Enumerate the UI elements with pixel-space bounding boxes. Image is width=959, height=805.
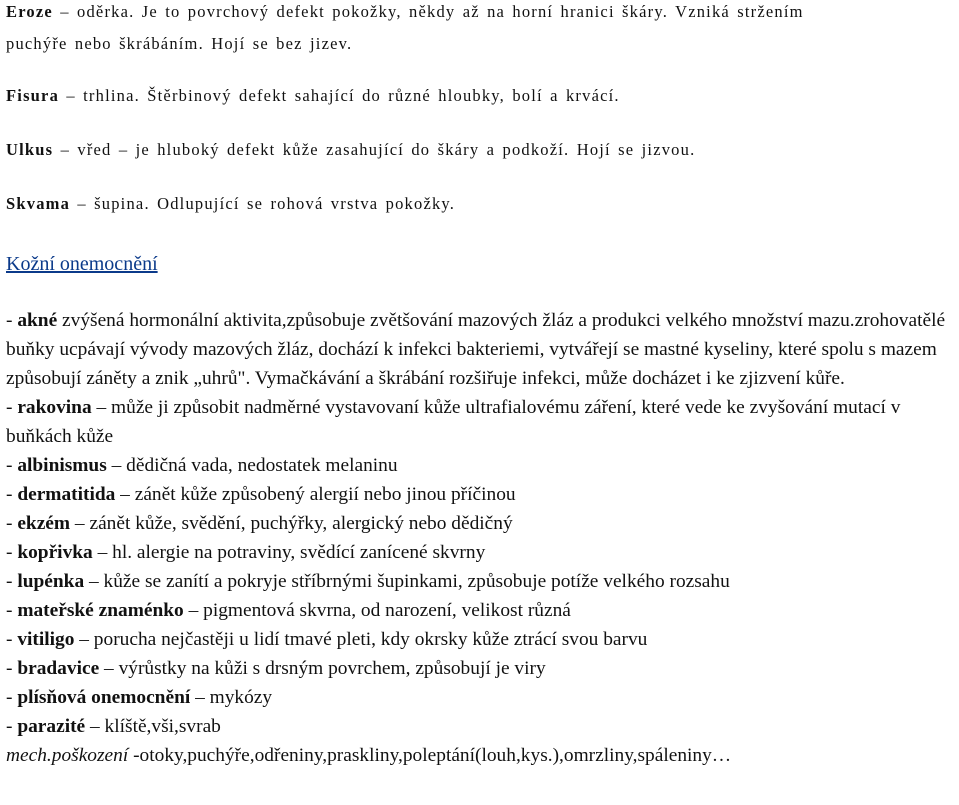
definition-line	[6, 86, 620, 106]
disease-list	[6, 306, 956, 770]
list-item-text: – kůže se zanítí a pokryje stříbrnými šupinkami, způsobuje potíže velkého rozsahu	[84, 571, 730, 592]
list-item-term: bradavice	[17, 658, 100, 679]
list-item-term: parazité	[17, 716, 86, 737]
list-item-text: – zánět kůže způsobený alergií nebo jinou příčinou	[115, 484, 516, 505]
definition-term: Ulkus	[6, 140, 54, 159]
list-item-term: vitiligo	[17, 629, 75, 650]
list-item-text: – hl. alergie na potraviny, svědící zanícené skvrny	[92, 542, 486, 563]
definition-line	[6, 34, 352, 54]
list-item-text: – pigmentová skvrna, od narození, velikost různá	[183, 600, 571, 621]
definition-term: Fisura	[6, 86, 60, 105]
list-item-term: albinismus	[17, 455, 107, 476]
list-item-text: – mykózy	[190, 687, 273, 708]
definition-line	[6, 2, 804, 22]
list-item-term: dermatitida	[17, 484, 116, 505]
list-item-term: ekzém	[17, 513, 71, 534]
list-item: - parazité – klíště,vši,svrab	[6, 716, 221, 737]
definition-term: Skvama	[6, 194, 71, 213]
list-item-term: rakovina	[17, 397, 92, 418]
list-item-text: zvýšená hormonální aktivita,způsobuje zvětšování mazových žláz a produkci velkého množství mazu.	[57, 310, 855, 331]
definition-text: – vřed – je hluboký defekt kůže zasahující do škáry a podkoží. Hojí se jizvou.	[53, 140, 696, 159]
list-item-term: mech.poškození	[6, 745, 129, 766]
list-item: - vitiligo – porucha nejčastěji u lidí tmavé pleti, kdy okrsky kůže ztrácí svou barvu	[6, 629, 648, 650]
section-heading: Kožní onemocnění	[6, 253, 158, 275]
definition-line	[6, 140, 695, 160]
list-item: - plísňová onemocnění – mykózy	[6, 687, 273, 708]
list-item: - bradavice – výrůstky na kůži s drsným povrchem, způsobují je viry	[6, 658, 546, 679]
list-item-term: mateřské znaménko	[17, 600, 184, 621]
list-item-last	[6, 741, 956, 770]
list-item-text: – výrůstky na kůži s drsným povrchem, způsobují je viry	[99, 658, 546, 679]
list-item-text: – klíště,vši,svrab	[85, 716, 221, 737]
list-item-text: – porucha nejčastěji u lidí tmavé pleti, kdy okrsky kůže ztrácí svou barvu	[74, 629, 648, 650]
definition-text: puchýře nebo škrábáním. Hojí se bez jizev.	[6, 34, 353, 53]
list-item: - kopřivka – hl. alergie na potraviny, svědící zanícené skvrny	[6, 542, 486, 563]
list-item-akne: - akné zvýšená hormonální aktivita,způsobuje zvětšování mazových žláz a produkci velkého množství mazu.zrohovatělé buňky ucpávají vývody mazových žláz, dochází k infekci bakteriemi, vytvářejí se mastné kyseliny, které spolu s mazem způsobují záněty a znik „uhrů". Vymačkávání a škrábání rozšiřuje infekci, může docházet i ke zjizvení kůře.	[6, 310, 946, 389]
list-item-text: zrohovatělé buňky ucpávají vývody mazových žláz, dochází k infekci bakteriemi, vytvářejí se mastné kyseliny, které spolu s mazem způsobují záněty a znik „uhrů". Vymačkávání a škrábání rozšiřuje infekci, může docházet i ke zjizvení kůře.	[6, 310, 946, 389]
list-item: - dermatitida – zánět kůže způsobený alergií nebo jinou příčinou	[6, 484, 516, 505]
list-item-term: plísňová onemocnění	[17, 687, 191, 708]
list-item: - mateřské znaménko – pigmentová skvrna, od narození, velikost různá	[6, 600, 571, 621]
list-item: - albinismus – dědičná vada, nedostatek melaninu	[6, 455, 398, 476]
list-item-term: akné	[17, 310, 58, 331]
definition-text: – trhlina. Štěrbinový defekt sahající do různé hloubky, bolí a krvácí.	[59, 86, 620, 105]
list-item-term: lupénka	[17, 571, 85, 592]
list-item: - lupénka – kůže se zanítí a pokryje stříbrnými šupinkami, způsobuje potíže velkého rozsahu	[6, 571, 730, 592]
list-item: - rakovina – může ji způsobit nadměrné vystavovaní kůže ultrafialovému záření, které vede ke zvyšování mutací v buňkách kůže	[6, 397, 901, 447]
definition-text: – šupina. Odlupující se rohová vrstva pokožky.	[70, 194, 456, 213]
list-item-text: – zánět kůže, svědění, puchýřky, alergický nebo dědičný	[70, 513, 513, 534]
definition-term: Eroze	[6, 2, 53, 21]
list-item: - ekzém – zánět kůže, svědění, puchýřky, alergický nebo dědičný	[6, 513, 513, 534]
list-item-text: – může ji způsobit nadměrné vystavovaní kůže ultrafialovému záření, které vede ke zvyšování mutací v buňkách kůže	[6, 397, 901, 447]
definition-text: – oděrka. Je to povrchový defekt pokožky, někdy až na horní hranici škáry. Vzniká stržením	[52, 2, 804, 21]
list-item-term: kopřivka	[17, 542, 93, 563]
list-item-text: – dědičná vada, nedostatek melaninu	[106, 455, 398, 476]
definition-line	[6, 194, 455, 214]
list-item-text: -otoky,puchýře,odřeniny,praskliny,poleptání(louh,kys.),omrzliny,spáleniny…	[128, 745, 732, 766]
